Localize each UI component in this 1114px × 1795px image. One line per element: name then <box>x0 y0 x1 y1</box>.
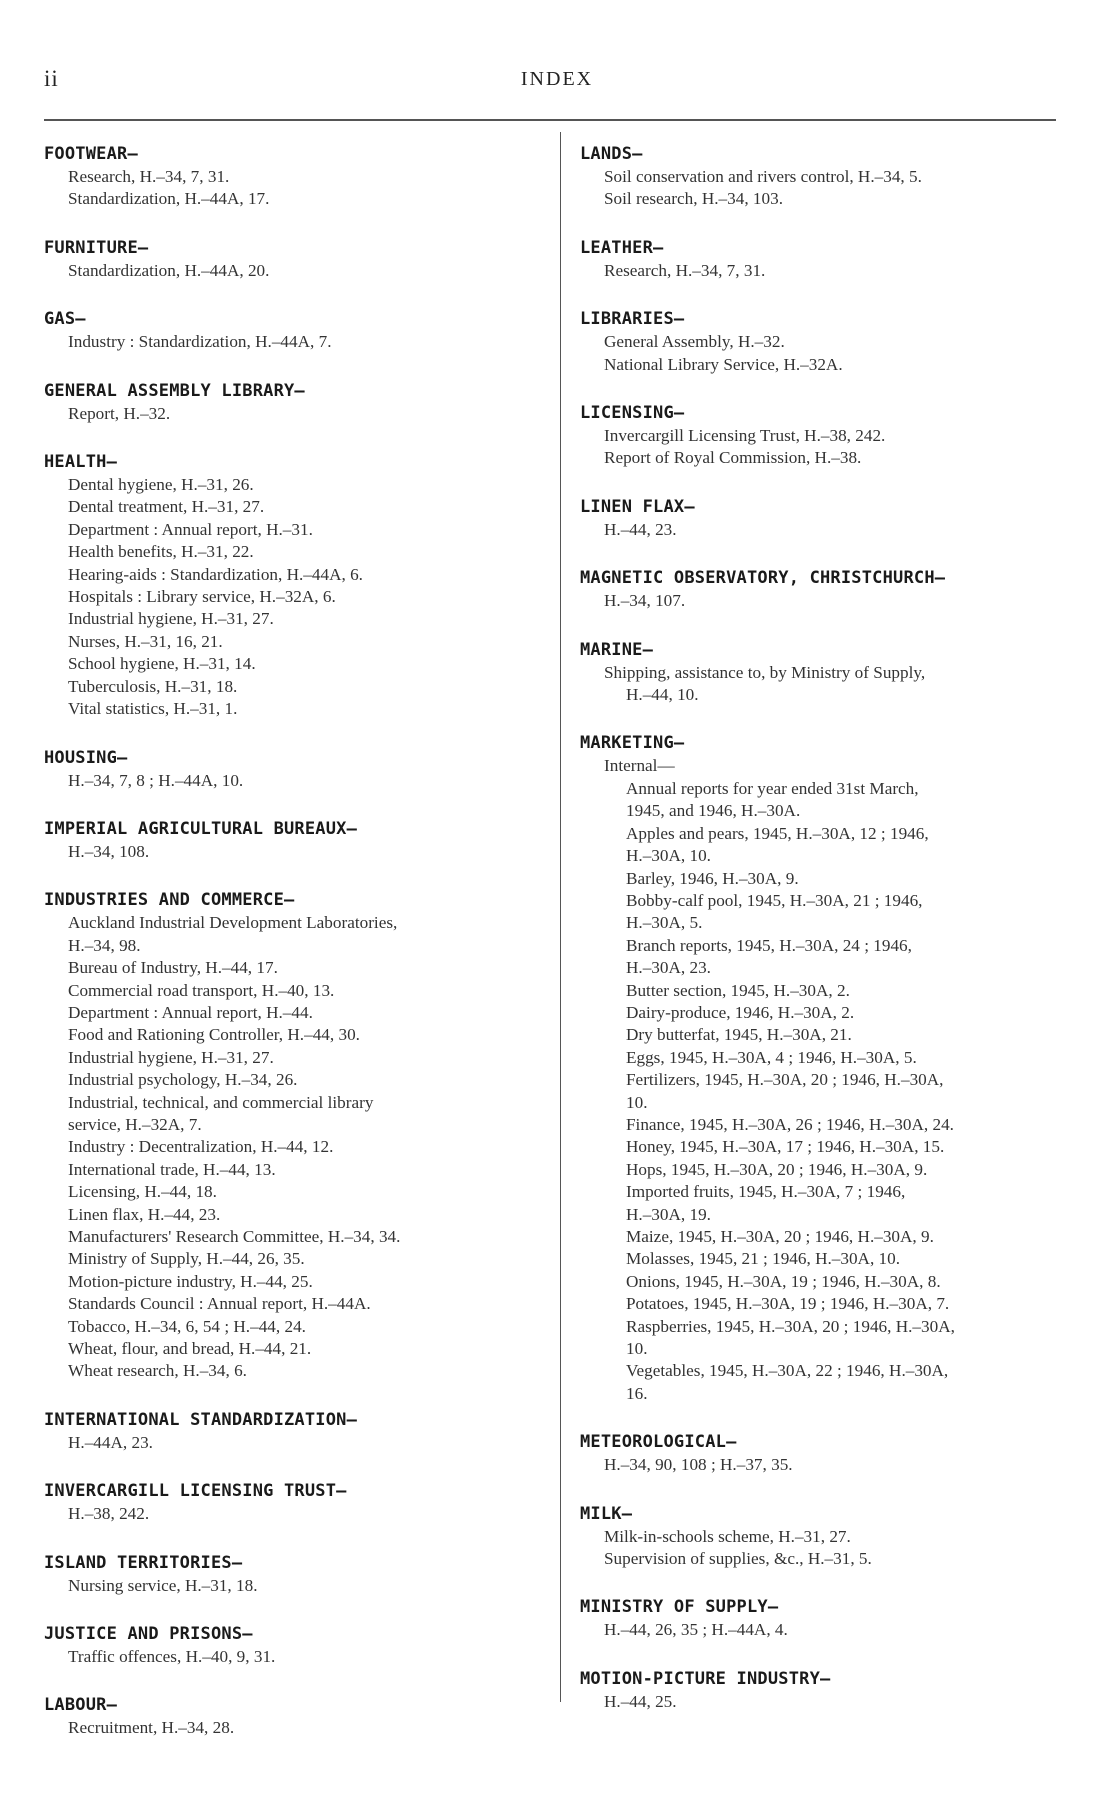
entry-line: Onions, 1945, H.–30A, 19 ; 1946, H.–30A, 8. <box>626 1271 941 1291</box>
entry-line: International trade, H.–44, 13. <box>68 1159 276 1179</box>
index-entry <box>580 143 1076 211</box>
entry-line: Barley, 1946, H.–30A, 9. <box>626 868 799 888</box>
entry-line: Milk-in-schools scheme, H.–31, 27. <box>604 1526 851 1546</box>
entry-heading: FOOTWEAR— <box>44 144 138 164</box>
entry-line: Auckland Industrial Development Laboratories, <box>68 913 398 933</box>
index-entry <box>580 1503 1076 1571</box>
entry-line: General Assembly, H.–32. <box>604 332 785 352</box>
entry-line: Commercial road transport, H.–40, 13. <box>68 980 335 1000</box>
entry-line: Nursing service, H.–31, 18. <box>68 1575 258 1595</box>
entry-line: Invercargill Licensing Trust, H.–38, 242. <box>604 426 886 446</box>
index-entry <box>580 402 1076 470</box>
entry-heading: MILK— <box>580 1503 633 1524</box>
entry-line: Ministry of Supply, H.–44, 26, 35. <box>68 1249 305 1269</box>
entry-line: Bureau of Industry, H.–44, 17. <box>68 958 278 978</box>
entry-line: Nurses, H.–31, 16, 21. <box>68 631 223 651</box>
column-divider <box>560 132 561 1702</box>
entry-line: Food and Rationing Controller, H.–44, 30. <box>68 1025 360 1045</box>
entry-line: Raspberries, 1945, H.–30A, 20 ; 1946, H.–30A, <box>626 1316 955 1336</box>
index-entry <box>580 237 1076 282</box>
page-number: ii <box>44 66 59 91</box>
entry-line: Standardization, H.–44A, 20. <box>68 260 270 280</box>
index-entry <box>580 308 1076 376</box>
entry-line: Industrial hygiene, H.–31, 27. <box>68 609 274 629</box>
index-entry <box>44 1694 549 1739</box>
entry-line: Apples and pears, 1945, H.–30A, 12 ; 1946, <box>626 823 929 843</box>
entry-line: Tobacco, H.–34, 6, 54 ; H.–44, 24. <box>68 1316 306 1336</box>
entry-line: Industrial, technical, and commercial library <box>68 1092 374 1112</box>
entry-line: Tuberculosis, H.–31, 18. <box>68 676 238 696</box>
index-entry <box>44 308 549 353</box>
entry-line: Vegetables, 1945, H.–30A, 22 ; 1946, H.–30A, <box>626 1361 949 1381</box>
entry-line: H.–30A, 5. <box>626 913 703 933</box>
entry-line: H.–44, 23. <box>604 519 677 539</box>
entry-line: Industry : Decentralization, H.–44, 12. <box>68 1137 334 1157</box>
entry-line: Dental hygiene, H.–31, 26. <box>68 475 254 495</box>
entry-heading: LINEN FLAX— <box>580 496 695 517</box>
entry-heading: MINISTRY OF SUPPLY— <box>580 1597 779 1618</box>
entry-line: Butter section, 1945, H.–30A, 2. <box>626 980 850 1000</box>
entry-line: Licensing, H.–44, 18. <box>68 1182 217 1202</box>
entry-line: 10. <box>626 1339 648 1359</box>
page-title: INDEX <box>520 68 594 90</box>
entry-line: 10. <box>626 1092 648 1112</box>
entry-line: Internal— <box>604 756 675 776</box>
entry-line: Bobby-calf pool, 1945, H.–30A, 21 ; 1946, <box>626 890 923 910</box>
entry-line: Finance, 1945, H.–30A, 26 ; 1946, H.–30A, 24. <box>626 1114 954 1134</box>
index-entry <box>44 237 549 282</box>
right-column <box>580 143 1076 1739</box>
entry-line: H.–44, 25. <box>604 1691 677 1711</box>
entry-line: H.–34, 90, 108 ; H.–37, 35. <box>604 1455 793 1475</box>
entry-heading: MARKETING— <box>580 733 685 754</box>
entry-heading: LEATHER— <box>580 237 664 258</box>
index-entry <box>44 1623 549 1668</box>
entry-heading: MOTION-PICTURE INDUSTRY— <box>580 1668 831 1689</box>
entry-line: Branch reports, 1945, H.–30A, 24 ; 1946, <box>626 935 912 955</box>
entry-heading: GAS— <box>44 309 86 330</box>
entry-line: Maize, 1945, H.–30A, 20 ; 1946, H.–30A, 9. <box>626 1227 934 1246</box>
index-entry <box>44 143 549 211</box>
entry-line: Department : Annual report, H.–44. <box>68 1002 313 1022</box>
entry-heading: LIBRARIES— <box>580 309 685 330</box>
entry-heading: ISLAND TERRITORIES— <box>44 1552 243 1573</box>
entry-line: Industry : Standardization, H.–44A, 7. <box>68 332 332 352</box>
index-entry <box>44 1552 549 1597</box>
entry-line: Imported fruits, 1945, H.–30A, 7 ; 1946, <box>626 1182 906 1202</box>
entry-heading: HEALTH— <box>44 452 118 473</box>
entry-line: Report of Royal Commission, H.–38. <box>604 448 862 468</box>
entry-line: Department : Annual report, H.–31. <box>68 519 313 539</box>
entry-heading: IMPERIAL AGRICULTURAL BUREAUX— <box>44 818 358 839</box>
index-entry <box>44 889 549 1383</box>
entry-line: H.–30A, 23. <box>626 958 711 978</box>
index-entry <box>44 1409 549 1454</box>
entry-line: Hops, 1945, H.–30A, 20 ; 1946, H.–30A, 9. <box>626 1159 928 1179</box>
index-entry <box>44 1480 549 1525</box>
left-column <box>44 143 549 1766</box>
index-entry <box>44 380 549 425</box>
entry-line: Standardization, H.–44A, 17. <box>68 189 270 209</box>
entry-heading: GENERAL ASSEMBLY LIBRARY— <box>44 380 305 401</box>
index-entry <box>44 818 549 863</box>
entry-line: Potatoes, 1945, H.–30A, 19 ; 1946, H.–30A, 7. <box>626 1294 950 1314</box>
entry-line: Soil research, H.–34, 103. <box>604 189 784 209</box>
entry-heading: JUSTICE AND PRISONS— <box>44 1624 253 1645</box>
entry-line: Dental treatment, H.–31, 27. <box>68 497 265 517</box>
index-entry <box>580 1596 1076 1641</box>
entry-line: service, H.–32A, 7. <box>68 1114 202 1134</box>
entry-line: H.–38, 242. <box>68 1504 150 1524</box>
entry-line: National Library Service, H.–32A. <box>604 354 843 374</box>
entry-heading: LICENSING— <box>580 403 685 424</box>
entry-line: Standards Council : Annual report, H.–44A. <box>68 1294 371 1314</box>
entry-line: Research, H.–34, 7, 31. <box>68 167 230 186</box>
entry-line: 16. <box>626 1383 648 1403</box>
index-entry <box>44 747 549 792</box>
entry-line: Shipping, assistance to, by Ministry of Supply, <box>604 662 926 682</box>
index-entry <box>580 1431 1076 1476</box>
entry-line: H.–34, 98. <box>68 935 141 955</box>
entry-line: Linen flax, H.–44, 23. <box>68 1204 221 1224</box>
entry-line: Dry butterfat, 1945, H.–30A, 21. <box>626 1025 852 1045</box>
entry-line: Industrial psychology, H.–34, 26. <box>68 1070 298 1090</box>
entry-line: Research, H.–34, 7, 31. <box>604 260 766 280</box>
index-entry <box>580 496 1076 541</box>
entry-line: Manufacturers' Research Committee, H.–34, 34. <box>68 1227 401 1246</box>
entry-line: Recruitment, H.–34, 28. <box>68 1718 235 1738</box>
entry-line: Vital statistics, H.–31, 1. <box>68 699 238 719</box>
entry-heading: INDUSTRIES AND COMMERCE— <box>44 890 295 911</box>
entry-line: Honey, 1945, H.–30A, 17 ; 1946, H.–30A, 15. <box>626 1137 945 1157</box>
entry-line: Supervision of supplies, &c., H.–31, 5. <box>604 1549 872 1569</box>
entry-heading: INTERNATIONAL STANDARDIZATION— <box>44 1409 358 1430</box>
entry-line: H.–34, 108. <box>68 841 150 861</box>
entry-line: Soil conservation and rivers control, H.–34, 5. <box>604 167 922 186</box>
entry-line: Industrial hygiene, H.–31, 27. <box>68 1047 274 1067</box>
entry-heading: MAGNETIC OBSERVATORY, CHRISTCHURCH— <box>580 568 946 589</box>
entry-heading: FURNITURE— <box>44 237 149 258</box>
header-rule <box>44 119 1056 121</box>
index-entry <box>580 567 1076 612</box>
entry-line: H.–34, 107. <box>604 591 686 611</box>
entry-heading: LANDS— <box>580 144 643 164</box>
entry-heading: HOUSING— <box>44 747 128 768</box>
entry-heading: INVERCARGILL LICENSING TRUST— <box>44 1481 347 1502</box>
index-entry <box>580 639 1076 707</box>
entry-line: H.–30A, 19. <box>626 1204 711 1224</box>
entry-line: Wheat research, H.–34, 6. <box>68 1361 247 1381</box>
entry-line: School hygiene, H.–31, 14. <box>68 654 256 674</box>
entry-line: H.–44, 10. <box>626 685 699 705</box>
entry-line: Dairy-produce, 1946, H.–30A, 2. <box>626 1002 855 1022</box>
entry-line: H.–30A, 10. <box>626 846 711 866</box>
index-entry <box>580 732 1076 1405</box>
entry-line: Health benefits, H.–31, 22. <box>68 542 254 562</box>
entry-line: H.–34, 7, 8 ; H.–44A, 10. <box>68 770 244 790</box>
entry-line: Report, H.–32. <box>68 403 171 423</box>
index-entry <box>580 1668 1076 1713</box>
entry-line: 1945, and 1946, H.–30A. <box>626 801 801 821</box>
entry-line: Annual reports for year ended 31st March, <box>626 778 919 798</box>
entry-line: Hospitals : Library service, H.–32A, 6. <box>68 587 336 607</box>
entry-line: H.–44A, 23. <box>68 1432 153 1452</box>
entry-line: Motion-picture industry, H.–44, 25. <box>68 1271 313 1291</box>
entry-line: Hearing-aids : Standardization, H.–44A, 6. <box>68 564 363 584</box>
entry-line: Wheat, flour, and bread, H.–44, 21. <box>68 1339 312 1359</box>
entry-heading: LABOUR— <box>44 1695 118 1716</box>
entry-line: Molasses, 1945, 21 ; 1946, H.–30A, 10. <box>626 1249 901 1269</box>
entry-line: Fertilizers, 1945, H.–30A, 20 ; 1946, H.–30A, <box>626 1070 944 1090</box>
entry-heading: MARINE— <box>580 639 654 660</box>
entry-heading: METEOROLOGICAL— <box>580 1432 737 1453</box>
index-entry <box>44 451 549 720</box>
entry-line: H.–44, 26, 35 ; H.–44A, 4. <box>604 1620 788 1640</box>
entry-line: Traffic offences, H.–40, 9, 31. <box>68 1647 276 1667</box>
entry-line: Eggs, 1945, H.–30A, 4 ; 1946, H.–30A, 5. <box>626 1047 917 1067</box>
